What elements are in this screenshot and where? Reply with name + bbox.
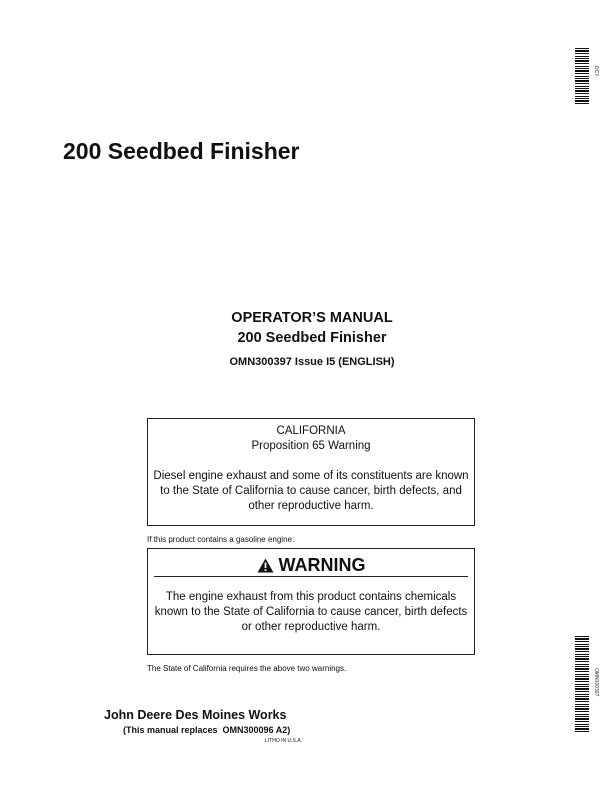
barcode-bottom-code: OMN300397 bbox=[593, 668, 599, 697]
diesel-warning-text: Diesel engine exhaust and some of its constituents are known to the State of California to cause cancer, birth defects, and other reproductive harm. bbox=[153, 470, 469, 512]
barcode-bottom bbox=[575, 636, 589, 732]
gasoline-note: If this product contains a gasoline engine: bbox=[147, 535, 295, 544]
manual-subheading: 200 Seedbed Finisher bbox=[237, 330, 387, 346]
warning-header bbox=[154, 555, 468, 577]
california-label: CALIFORNIA bbox=[276, 425, 346, 437]
warning-triangle-icon bbox=[257, 558, 274, 573]
barcode-top bbox=[575, 48, 589, 104]
replaces-note: (This manual replaces OMN300096 A2) bbox=[123, 725, 291, 735]
barcode-top-code: DCY bbox=[593, 66, 599, 77]
manual-heading: OPERATOR’S MANUAL bbox=[231, 310, 393, 326]
litho-note: LITHO IN U.S.A. bbox=[265, 738, 302, 744]
warning-label: WARNING bbox=[278, 555, 366, 575]
california-warning-box bbox=[147, 418, 475, 526]
document-title: 200 Seedbed Finisher bbox=[63, 138, 300, 164]
gasoline-warning-box bbox=[147, 548, 475, 655]
proposition-label: Proposition 65 Warning bbox=[251, 440, 371, 452]
requirement-note: The State of California requires the above two warnings. bbox=[147, 664, 347, 673]
manual-code: OMN300397 Issue I5 (ENGLISH) bbox=[229, 356, 395, 368]
gasoline-warning-text: The engine exhaust from this product contains chemicals known to the State of California to cause cancer, birth defects or other reproductive harm. bbox=[154, 591, 468, 633]
publisher-name: John Deere Des Moines Works bbox=[104, 708, 287, 722]
